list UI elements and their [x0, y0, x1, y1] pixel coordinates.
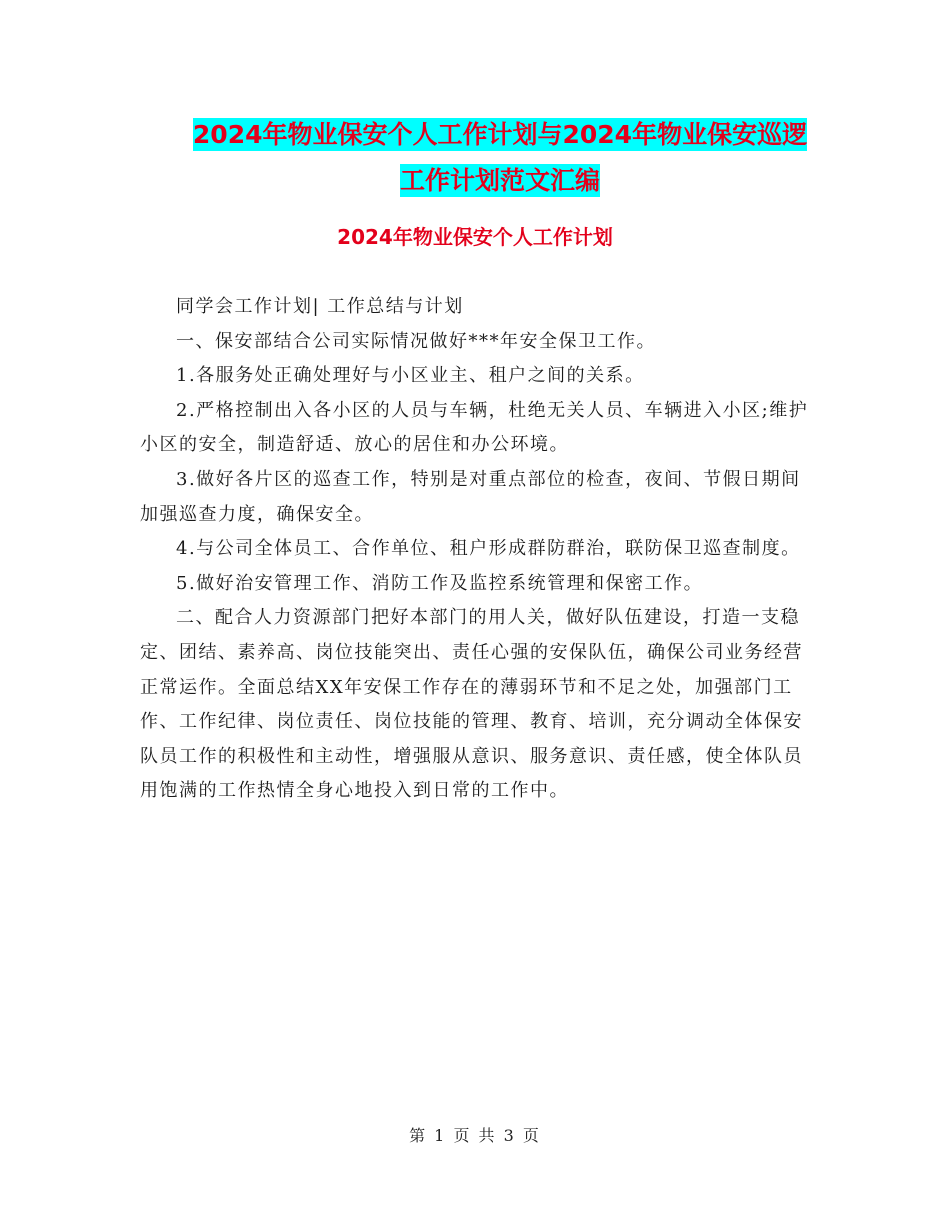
paragraph-8: 二、配合人力资源部门把好本部门的用人关，做好队伍建设，打造一支稳定、团结、素养高、岗位技能突出、责任心强的安保队伍，确保公司业务经营正常运作。全面总结XX年安保工作存在的薄弱环节和不足之处，加强部门工作、工作纪律、岗位责任、岗位技能的管理、教育、培训，充分调动全体保安队员工作的积极性和主动性，增强服从意识、服务意识、责任感，使全体队员用饱满的工作热情全身心地投入到日常的工作中。 [140, 607, 803, 802]
paragraph-1: 同学会工作计划| 工作总结与计划 [176, 296, 464, 317]
paragraph-2: 一、保安部结合公司实际情况做好***年安全保卫工作。 [176, 330, 656, 352]
paragraph-5: 3.做好各片区的巡查工作，特别是对重点部位的检查，夜间、节假日期间加强巡查力度，确保安全。 [140, 468, 801, 525]
document-title-line-1: 2024年物业保安个人工作计划与2024年物业保安巡逻 [192, 120, 808, 149]
document-body [140, 290, 810, 809]
paragraph-6: 4.与公司全体员工、合作单位、租户形成群防群治，联防保卫巡查制度。 [176, 538, 801, 560]
document-title [150, 112, 850, 204]
page-footer: 第 1 页 共 3 页 [409, 1126, 541, 1145]
paragraph-3: 1.各服务处正确处理好与小区业主、租户之间的关系。 [176, 365, 645, 387]
paragraph-4: 2.严格控制出入各小区的人员与车辆，杜绝无关人员、车辆进入小区;维护小区的安全，制造舒适、放心的居住和办公环境。 [140, 399, 809, 456]
section-title: 2024年物业保安个人工作计划 [337, 225, 613, 249]
paragraph-7: 5.做好治安管理工作、消防工作及监控系统管理和保密工作。 [176, 572, 704, 594]
document-title-line-2: 工作计划范文汇编 [399, 166, 600, 195]
